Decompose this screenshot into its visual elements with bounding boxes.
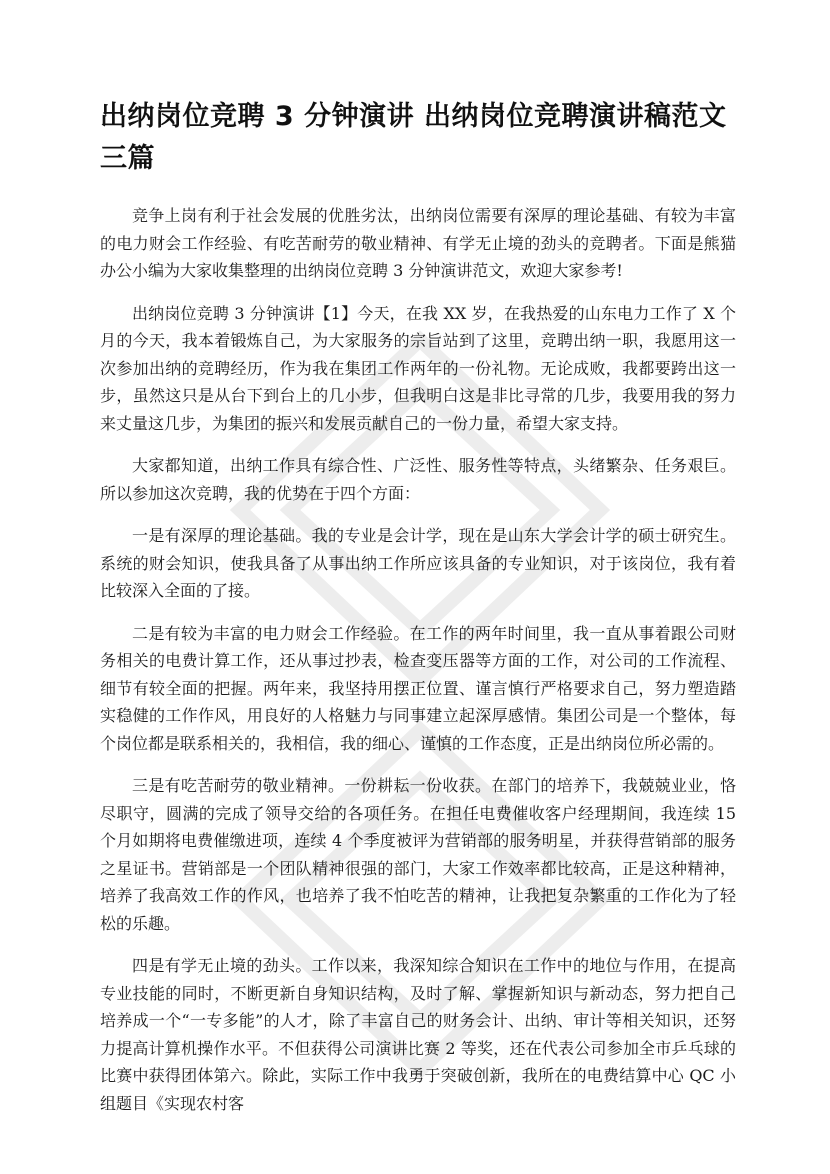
paragraph-advantage-learning: 四是有学无止境的劲头。工作以来，我深知综合知识在工作中的地位与作用，在提高专业技能的同时，不断更新自身知识结构，及时了解、掌握新知识与新动态，努力把自己培养成一个“一专多能”的人才，除了丰富自己的财务会计、出纳、审计等相关知识，还努力提高计算机操作水平。不但获得公司演讲比赛 2 等奖，还在代表公司参加全市乒乓球的比赛中获得团体第六。除此，实际工作中我勇于突破创新，我所在的电费结算中心 QC 小组题目《实现农村客 [100, 956, 736, 1113]
paragraph-advantage-theory: 一是有深厚的理论基础。我的专业是会计学，现在是山东大学会计学的硕士研究生。系统的财会知识，使我具备了从事出纳工作所应该具备的专业知识，对于该岗位，我有着比较深入全面的了接。 [100, 526, 736, 600]
paragraph-intro: 竞争上岗有利于社会发展的优胜劣汰，出纳岗位需要有深厚的理论基础、有较为丰富的电力财会工作经验、有吃苦耐劳的敬业精神、有学无止境的劲头的竞聘者。下面是熊猫办公小编为大家收集整理的出纳岗位竞聘 3 分钟演讲范文，欢迎大家参考! [100, 206, 736, 280]
paragraph-advantage-experience: 二是有较为丰富的电力财会工作经验。在工作的两年时间里，我一直从事着跟公司财务相关的电费计算工作，还从事过抄表，检查变压器等方面的工作，对公司的工作流程、细节有较全面的把握。两年来，我坚持用摆正位置、谨言慎行严格要求自己，努力塑造踏实稳健的工作作风，用良好的人格魅力与同事建立起深厚感情。集团公司是一个整体，每个岗位都是联系相关的，我相信，我的细心、谨慎的工作态度，正是出纳岗位所必需的。 [100, 623, 736, 753]
document-body [100, 202, 736, 1132]
paragraph-advantage-dedication: 三是有吃苦耐劳的敬业精神。一份耕耘一份收获。在部门的培养下，我兢兢业业，恪尽职守，圆满的完成了领导交给的各项任务。在担任电费催收客户经理期间，我连续 15 个月如期将电费催缴进项，连续 4 个季度被评为营销部的服务明星，并获得营销部的服务之星证书。营销部是一个团队精神很强的部门，大家工作效率都比较高，正是这种精神，培养了我高效工作的作风，也培养了我不怕吃苦的精神，让我把复杂繁重的工作化为了轻松的乐趣。 [100, 776, 736, 933]
paragraph-advantages-summary: 大家都知道，出纳工作具有综合性、广泛性、服务性等特点，头绪繁杂、任务艰巨。所以参加这次竞聘，我的优势在于四个方面： [100, 456, 736, 503]
paragraph-speech-opening: 出纳岗位竞聘 3 分钟演讲【1】今天，在我 XX 岁，在我热爱的山东电力工作了 X 个月的今天，我本着锻炼自己，为大家服务的宗旨站到了这里，竞聘出纳一职，我愿用这一次参加出纳的竞聘经历，作为我在集团工作两年的一份礼物。无论成败，我都要跨出这一步，虽然这只是从台下到台上的几小步，但我明白这是非比寻常的几步，我要用我的努力来丈量这几步，为集团的振兴和发展贡献自己的一份力量，希望大家支持。 [100, 303, 736, 433]
document-title: 出纳岗位竞聘 3 分钟演讲 出纳岗位竞聘演讲稿范文三篇 [100, 101, 727, 174]
